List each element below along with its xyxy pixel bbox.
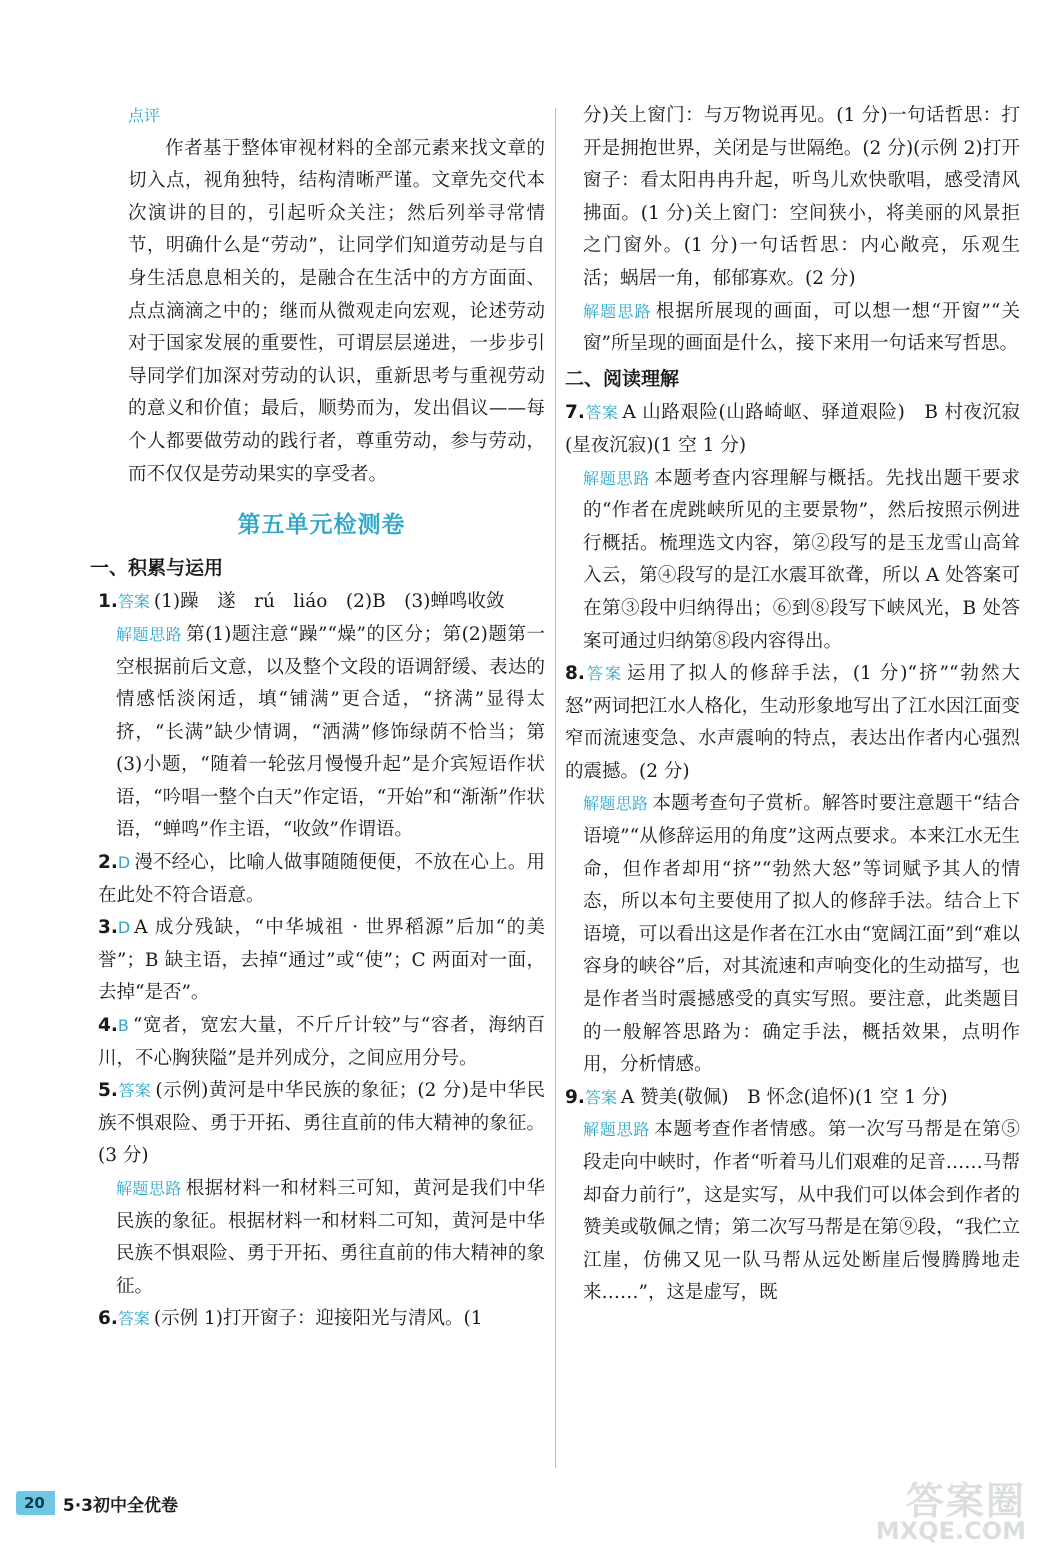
question-2 [98, 847, 545, 912]
q5-explanation-text: 根据材料一和材料三可知，黄河是我们中华民族的象征。根据材料一和材料二可知，黄河是中华民族不惧艰险、勇于开拓、勇往直前的伟大精神的象征。 [116, 1178, 545, 1297]
q3-answer: A 成分残缺，“中华城祖 · 世界稻源”后加“的美誉”；B 缺主语，去掉“通过”或“使”；C 两面对一面，去掉“是否”。 [98, 917, 545, 1004]
q4-answer: “宽者，宽宏大量，不斤斤计较”与“容者，海纳百川，不心胸狭隘”是并列成分，之间应用分号。 [98, 1015, 545, 1069]
watermark-cn: 答案圈 [905, 1479, 1026, 1523]
q4-number: 4. [98, 1015, 118, 1037]
q9-explanation [565, 1114, 1020, 1310]
column-divider [555, 108, 556, 1468]
q5-answer-tag: 答案 [117, 1081, 152, 1101]
q6-explanation [565, 296, 1020, 361]
q6-number: 6. [98, 1308, 118, 1330]
q3-answer-tag: D [117, 918, 131, 938]
q6-answer-continued: 分)关上窗门：与万物说再见。(1 分)一句话哲思：打开是拥抱世界，关闭是与世隔绝。(2 分)(示例 2)打开窗子：看太阳冉冉升起，听鸟儿欢快歌唱，感受清风拂面。(1 分)关上窗门：空间狭小，将美丽的风景拒之门窗外。(1 分)一句话哲思：内心敞亮，乐观生活；蜗居一角，郁郁寡欢。(2 分) [583, 105, 1020, 289]
q4-answer-tag: B [117, 1016, 129, 1036]
q5-explanation-tag: 解题思路 [116, 1179, 182, 1198]
page-number: 20 [16, 1491, 55, 1515]
q7-explanation [565, 463, 1020, 659]
q8-answer-tag: 答案 [584, 664, 623, 684]
q8-explanation-tag: 解题思路 [583, 794, 649, 814]
q7-number: 7. [565, 402, 585, 424]
question-8 [565, 658, 1020, 788]
section-heading-1: 一、积累与运用 [90, 556, 224, 579]
page-footer [16, 1488, 178, 1518]
q5-number: 5. [98, 1080, 118, 1102]
q2-number: 2. [98, 852, 118, 874]
q7-answer: A 山路艰险(山路崎岖、驿道艰险) B 村夜沉寂(星夜沉寂)(1 空 1 分) [565, 402, 1020, 456]
q3-number: 3. [98, 917, 118, 939]
q8-explanation-text: 本题考查句子赏析。解答时要注意题干“结合语境”“从修辞运用的角度”这两点要求。本来江水无生命，但作者却用“挤”“勃然大怒”等词赋予其人的情态，所以本句主要使用了拟人的修辞手法。结合上下语境，可以看出这是作者在江水由“宽阔江面”到“难以容身的峡谷”后，对其流速和声响变化的生动描写，也是作者当时震撼感受的真实写照。要注意，此类题目的一般解答思路为：确定手法，概括效果，点明作用，分析情感。 [583, 793, 1020, 1076]
review-text: 作者基于整体审视材料的全部元素来找文章的切入点，视角独特，结构清晰严谨。文章先交代本次演讲的目的，引起听众关注；然后列举寻常情节，明确什么是“劳动”，让同学们知道劳动是与自身生活息息相关的，是融合在生活中的方方面面、点点滴滴之中的；继而从微观走向宏观，论述劳动对于国家发展的重要性，可谓层层递进，一步步引导同学们加深对劳动的认识，重新思考与重视劳动的意义和价值；最后，顺势而为，发出倡议——每个人都要做劳动的践行者，尊重劳动，参与劳动，而不仅仅是劳动果实的享受者。 [128, 137, 545, 485]
q9-answer: A 赞美(敬佩) B 怀念(追怀)(1 空 1 分) [620, 1086, 948, 1108]
review-label: 点评 [128, 106, 161, 125]
question-4 [98, 1010, 545, 1075]
q2-answer: 漫不经心，比喻人做事随随便便，不放在心上。用在此处不符合语意。 [98, 852, 545, 906]
question-3 [98, 912, 545, 1010]
q8-answer: 运用了拟人的修辞手法，(1 分)“挤”“勃然大怒”两词把江水人格化，生动形象地写出了江水因江面变窄而流速变急、水声震响的特点，表达出作者内心强烈的震撼。(2 分) [565, 663, 1020, 782]
q1-explanation-tag: 解题思路 [116, 624, 183, 644]
question-6 [98, 1303, 545, 1336]
q9-explanation-tag: 解题思路 [583, 1120, 651, 1140]
q9-answer-tag: 答案 [584, 1087, 617, 1107]
left-column [90, 100, 545, 1336]
q1-explanation [98, 619, 545, 847]
q5-explanation [98, 1173, 545, 1303]
q6-answer: (示例 1)打开窗子：迎接阳光与清风。(1 [153, 1308, 483, 1330]
question-9 [565, 1082, 1020, 1115]
q9-number: 9. [565, 1086, 585, 1108]
q8-number: 8. [565, 663, 585, 685]
q6-explanation-text: 根据所展现的画面，可以想一想“开窗”“关窗”所呈现的画面是什么，接下来用一句话来写哲思。 [583, 300, 1020, 355]
q1-explanation-text: 第(1)题注意“躁”“燥”的区分；第(2)题第一空根据前后文意，以及整个文段的语调舒缓、表达的情感恬淡闲适，填“铺满”更合适，“挤满”显得太挤，“长满”缺少情调，“洒满”修饰绿荫不恰当；第(3)小题，“随着一轮弦月慢慢升起”是介宾短语作状语，“吟唱一整个白天”作定语，“开始”和“渐渐”作状语，“蝉鸣”作主语，“收敛”作谓语。 [116, 623, 545, 841]
book-title: 5·3初中全优卷 [62, 1495, 178, 1516]
question-7 [565, 397, 1020, 462]
q9-explanation-text: 本题考查作者情感。第一次写马帮是在第⑤段走向中峡时，作者“听着马儿们艰难的足音……马帮却奋力前行”，这是实写，从中我们可以体会到作者的赞美或敬佩之情；第二次写马帮是在第⑨段，“我伫立江崖，仿佛又见一队马帮从远处断崖后慢腾腾地走来……”，这是虚写，既 [583, 1119, 1020, 1304]
q8-explanation [565, 788, 1020, 1081]
q7-answer-tag: 答案 [584, 403, 619, 423]
q1-number: 1. [98, 591, 118, 613]
q7-explanation-text: 本题考查内容理解与概括。先找出题干要求的“作者在虎跳峡所见的主要景物”，然后按照示例进行概括。梳理选文内容，第②段写的是玉龙雪山高耸入云，第④段写的是江水震耳欲聋，所以 A 处答案可在第③段中归纳得出；⑥到⑧段写下峡风光，B 处答案可通过归纳第⑧段内容得出。 [583, 467, 1020, 652]
q2-answer-tag: D [117, 853, 131, 873]
question-5 [98, 1075, 545, 1173]
q7-explanation-tag: 解题思路 [583, 468, 651, 488]
q1-answer-tag: 答案 [117, 592, 150, 612]
q1-answer: (1)躁 遂 rú liáo (2)B (3)蝉鸣收敛 [153, 591, 505, 613]
q6-explanation-tag: 解题思路 [583, 301, 652, 321]
unit-title: 第五单元检测卷 [237, 511, 406, 539]
watermark-logo [876, 1470, 1026, 1545]
section-heading-2: 二、阅读理解 [565, 367, 680, 390]
question-1 [98, 586, 545, 619]
q5-answer: (示例)黄河是中华民族的象征；(2 分)是中华民族不惧艰险、勇于开拓、勇往直前的伟大精神的象征。(3 分) [98, 1080, 545, 1167]
q6-answer-tag: 答案 [117, 1309, 150, 1329]
watermark-en: MXQE.COM [875, 1517, 1026, 1545]
right-column [565, 100, 1020, 1310]
